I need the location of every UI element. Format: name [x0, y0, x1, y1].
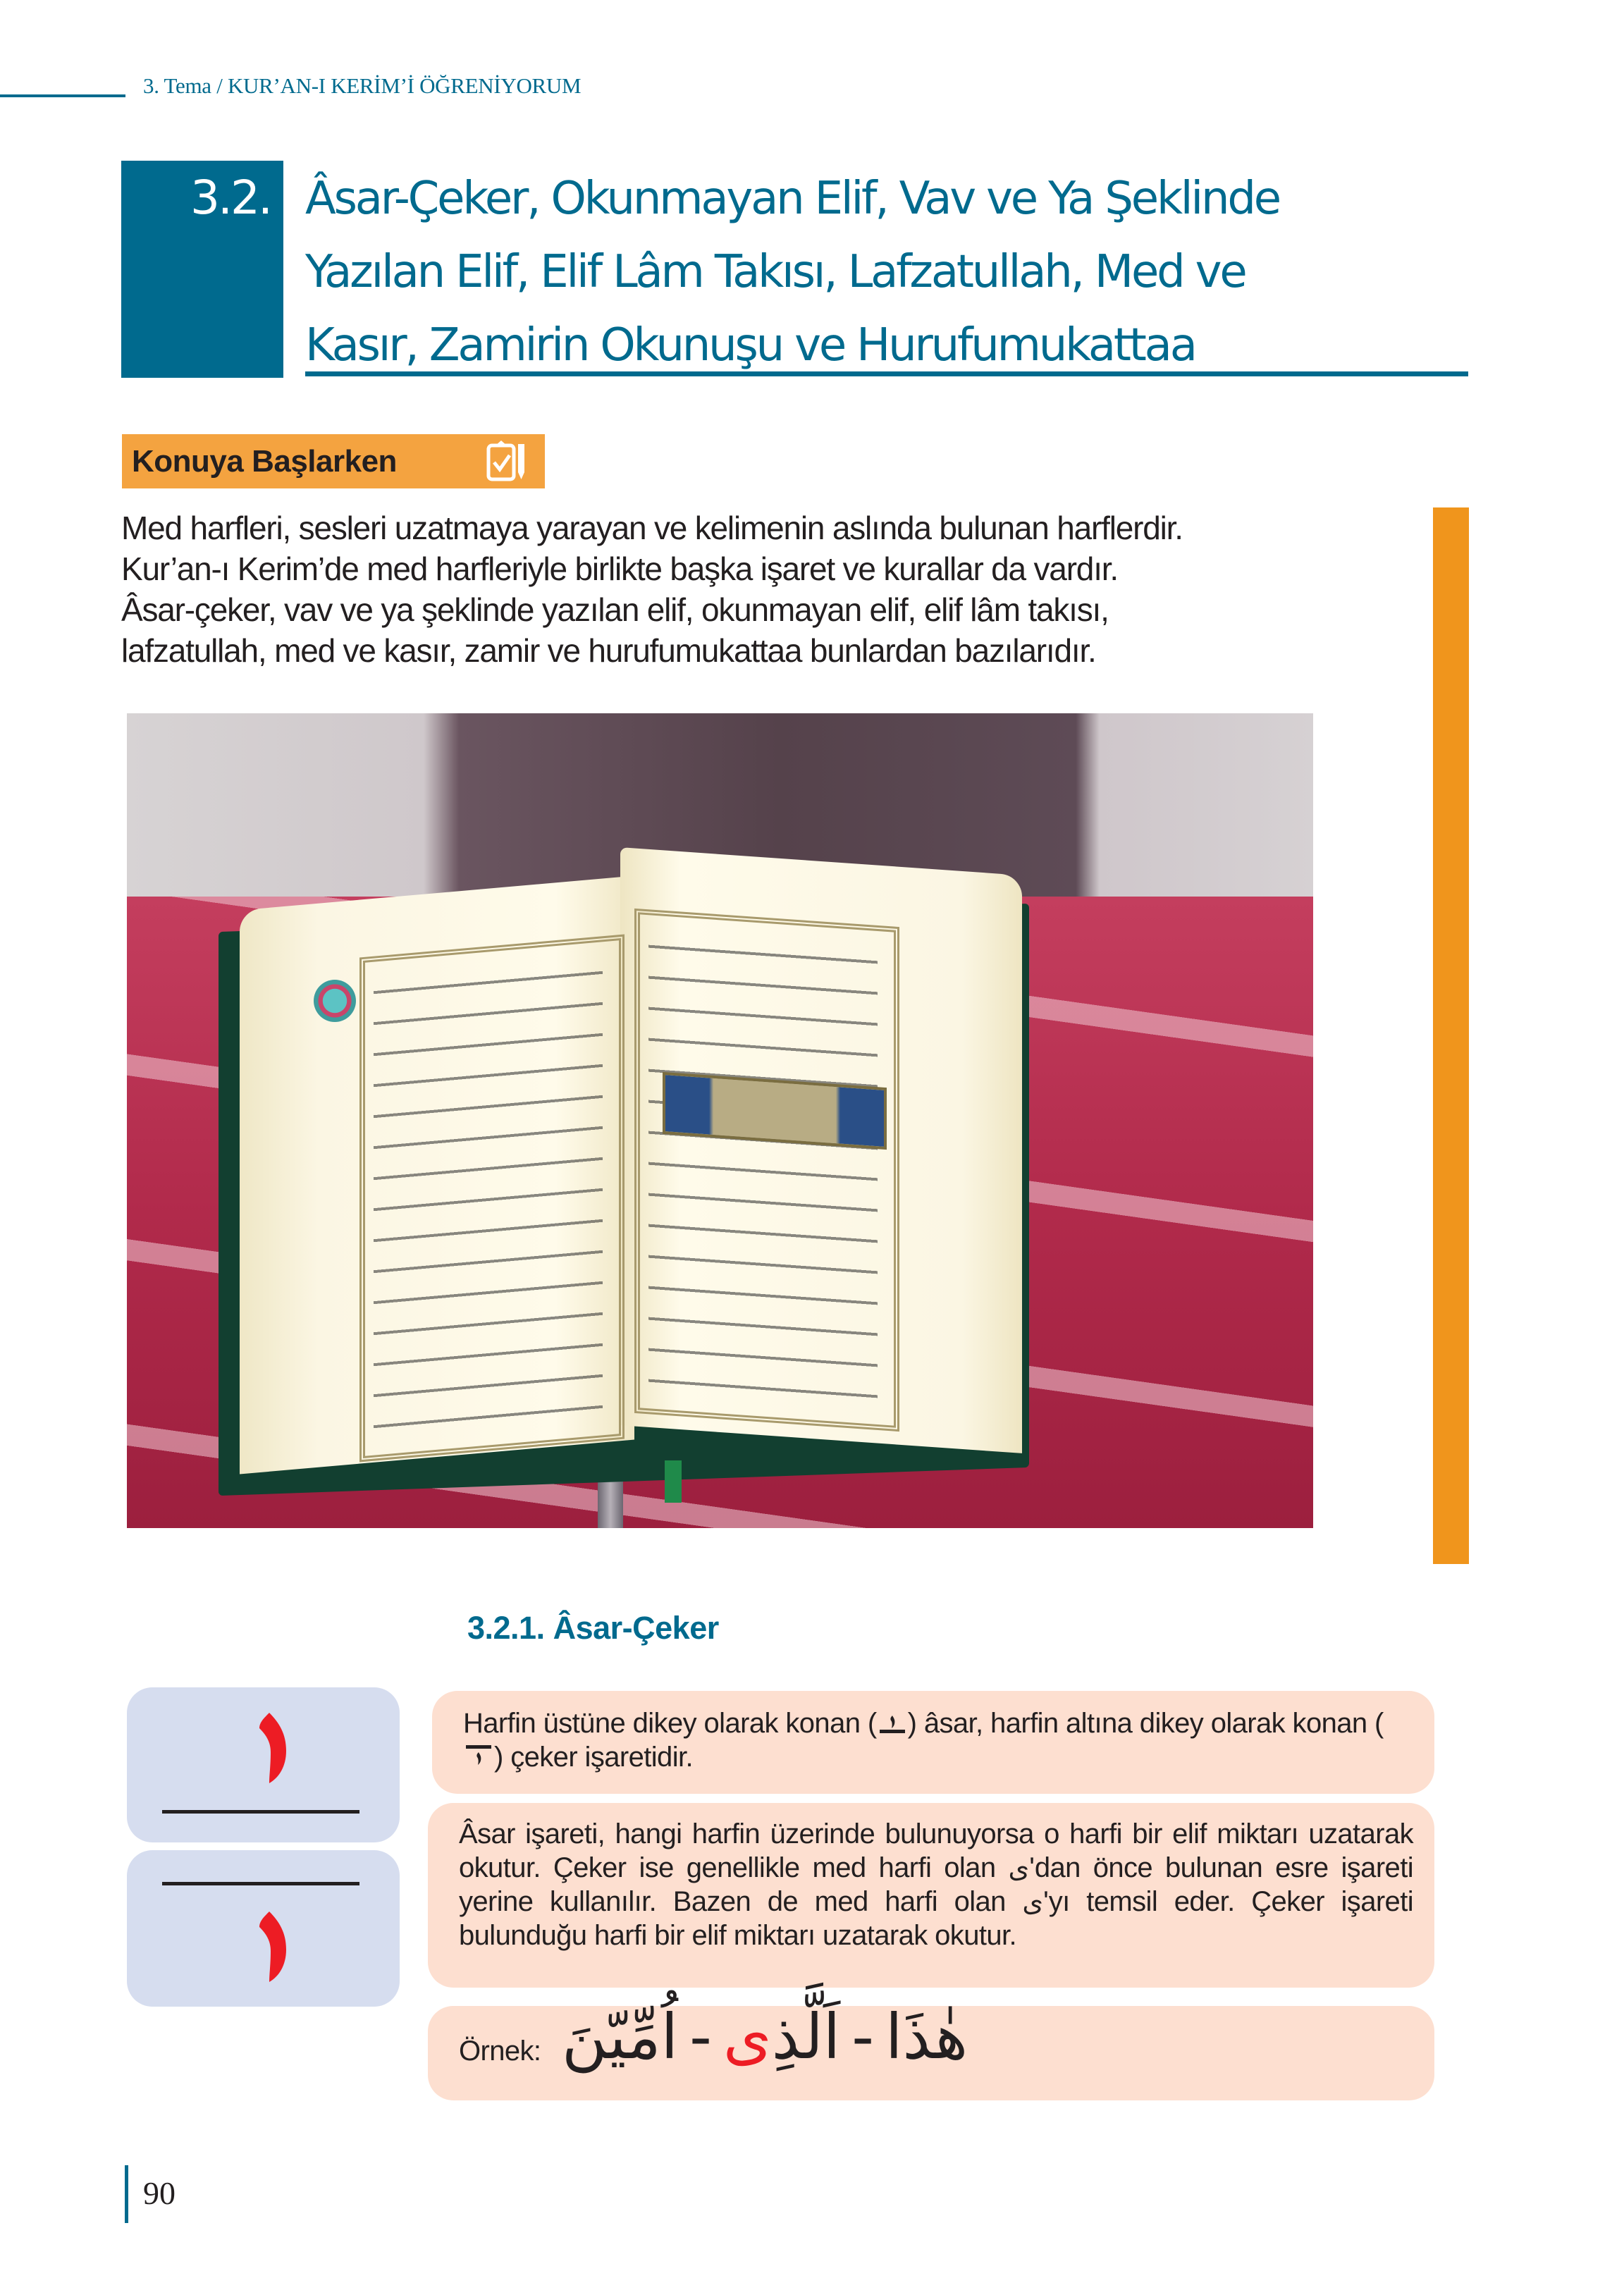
section-title [305, 162, 1468, 382]
example-word-ellezi-base: اَلَّذ [771, 2000, 841, 2073]
asar-baseline [162, 1810, 359, 1814]
example-word-haza: هٰذَا [885, 2000, 968, 2073]
ceker-baseline [162, 1882, 359, 1885]
section-title-line: Yazılan Elif, Elif Lâm Takısı, Lafzatullah, Med ve [305, 246, 1245, 298]
ceker-mark-icon [463, 1743, 494, 1768]
example-word-ellezi-ya: ِى [722, 2000, 772, 2073]
side-accent-bar [1433, 507, 1469, 1564]
asar-glyph-icon [254, 1710, 289, 1787]
definition-text-part: ) âsar, harfin altına dikey olarak konan ( [907, 1708, 1384, 1739]
definition-text-part: ) çeker işaretidir. [494, 1742, 694, 1773]
subsection-title: 3.2.1. Âsar-Çeker [467, 1610, 719, 1646]
example-separator: - [851, 2000, 875, 2073]
intro-line: Âsar-çeker, vav ve ya şeklinde yazılan elif, okunmayan elif, elif lâm takısı, [121, 591, 1109, 628]
definition-text-part: Harfin üstüne dikey olarak konan ( [463, 1708, 877, 1739]
section-title-underline [305, 371, 1468, 376]
definition-text [463, 1706, 1413, 1774]
definition-box [432, 1691, 1434, 1794]
page-number-rule [125, 2165, 128, 2223]
photo-frame-left [359, 935, 625, 1463]
photo-rosette [314, 980, 356, 1022]
section-number: 3.2. [190, 171, 271, 225]
ya-letter-glyph: ى [1008, 1852, 1030, 1883]
photo-bookmark [665, 1460, 682, 1503]
example-word-ummiyyina: اُمِّيّنَ [562, 2000, 679, 2073]
example-label: Örnek: [459, 2036, 541, 2067]
ceker-glyph-icon [254, 1909, 289, 1986]
clipboard-check-icon [486, 438, 529, 484]
explanation-box [428, 1803, 1434, 1988]
intro-line: Med harfleri, sesleri uzatmaya yarayan ve kelimenin aslında bulunan harflerdir. [121, 510, 1183, 546]
explanation-text-part: 'yı temsil eder. Çeker işareti bulunduğu harfi bir elif miktarı uzatarak okutur. [459, 1886, 1414, 1951]
running-header-rule [0, 94, 125, 97]
intro-line: lafzatullah, med ve kasır, zamir ve hurufumukattaa bunlardan bazılarıdır. [121, 632, 1096, 669]
example-box [428, 2000, 1434, 2100]
asar-mark-card [127, 1687, 400, 1842]
quran-photo [127, 713, 1313, 1528]
ya-letter-glyph: ى [1022, 1886, 1044, 1917]
intro-paragraph [121, 507, 1320, 671]
intro-banner [122, 434, 545, 488]
page-number: 90 [143, 2175, 176, 2211]
explanation-text-part: Âsar işareti, hangi harfin üzerinde bulunuyorsa o harfi bir elif miktarı uzatarak okutur. Çeker ise genellikle med harfi olan [459, 1818, 1413, 1883]
running-header: 3. Tema / KUR’AN-I KERİM’İ ÖĞRENİYORUM [143, 73, 582, 98]
section-title-line: Âsar-Çeker, Okunmayan Elif, Vav ve Ya Şeklinde [305, 173, 1279, 225]
photo-frame-right [634, 909, 899, 1432]
intro-banner-label: Konuya Başlarken [132, 443, 397, 479]
explanation-text-part: 'dan önce bulunan esre işareti yerine kullanılır. Bazen de med harfi olan [459, 1852, 1413, 1917]
example-arabic-words [562, 2000, 968, 2073]
ceker-mark-card [127, 1850, 400, 2007]
asar-mark-icon [877, 1709, 908, 1735]
intro-line: Kur’an-ı Kerim’de med harfleriyle birlikte başka işaret ve kurallar da vardır. [121, 550, 1118, 587]
example-separator: - [689, 2000, 712, 2073]
section-number-box [121, 161, 283, 378]
section-title-line: Kasır, Zamirin Okunuşu ve Hurufumukattaa [305, 319, 1195, 371]
example-word-ellezi [723, 2000, 840, 2073]
explanation-text [459, 1817, 1413, 1952]
